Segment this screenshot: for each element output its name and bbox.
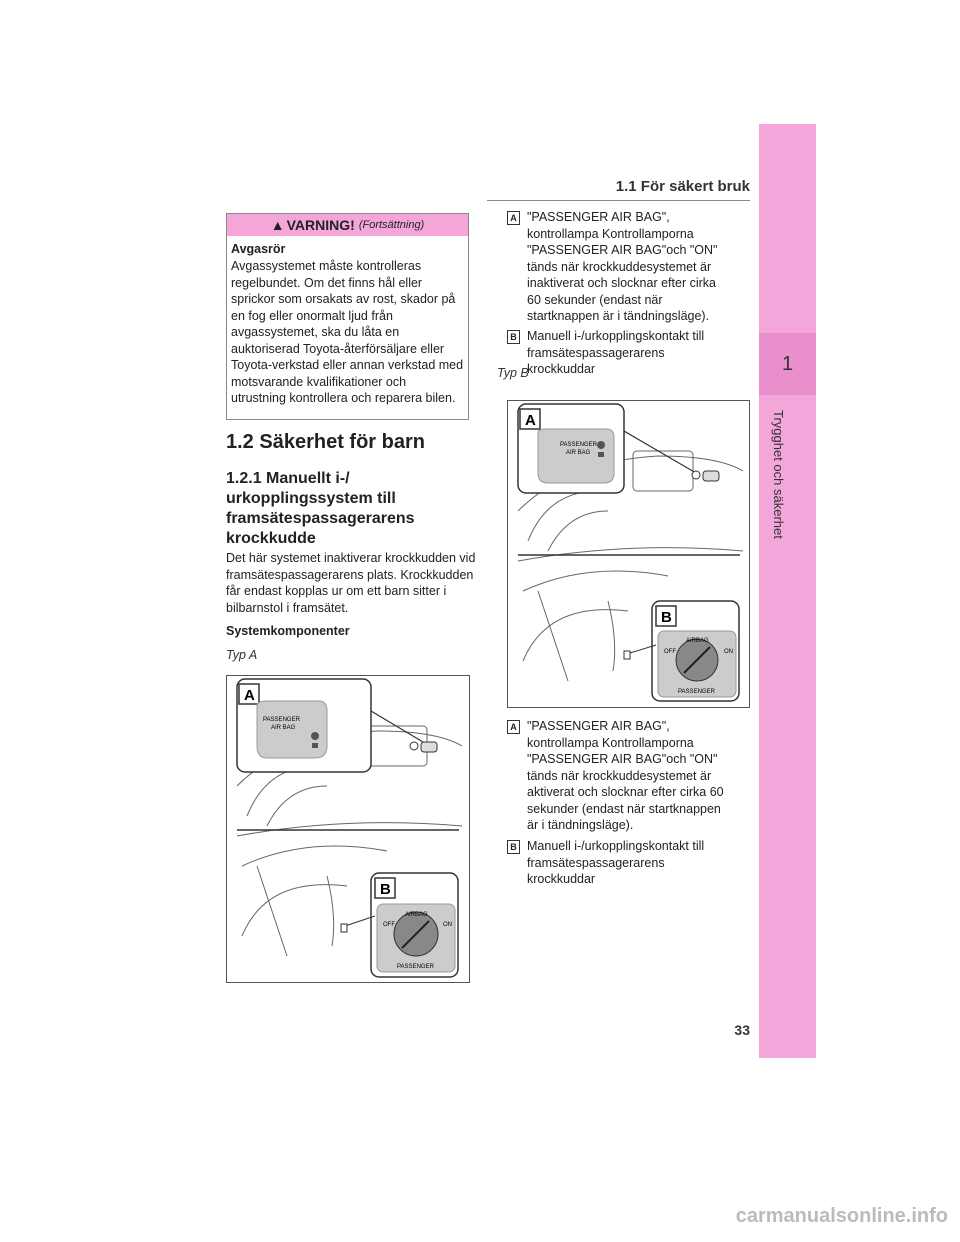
item-key: A (507, 211, 520, 225)
type-b-label: Typ B (497, 366, 529, 380)
warning-body: Avgassystemet måste kontrolleras regelbundet. Om det finns hål eller sprickor som orsakats av rost, skador på en fog eller onormalt ljud från avgassystemet, ska du låta en auktoriserad Toyota-återförsäljare eller Toyota-verkstad eller annan verkstad med motsvarande kvalifikationer och utrustning kontrollera och reparera bilen. (231, 259, 464, 405)
page-number: 33 (734, 1022, 750, 1038)
switch-on: ON (443, 922, 452, 928)
callout-a: A (525, 412, 536, 429)
lamp-line2: AIR BAG (271, 725, 296, 731)
switch-off: OFF (383, 922, 395, 928)
type-a-item-a (507, 209, 732, 325)
warning-label: VARNING! (286, 217, 355, 233)
lamp-line1: PASSENGER (560, 442, 597, 448)
dashboard-illustration-a (227, 676, 469, 982)
item-key: B (507, 840, 520, 854)
chapter-side-tab (759, 124, 816, 1058)
item-text: Manuell i-/urkopplingskontakt till framsätespassagerarens krockkuddar (527, 329, 705, 376)
switch-off: OFF (664, 649, 676, 655)
item-text: "PASSENGER AIR BAG", kontrollampa Kontrollamporna "PASSENGER AIR BAG"och "ON" tänds när krockkuddesystemet är aktiverat och slocknar efter cirka 60 sekunder (endast när startknappen är i tändningsläge). (527, 719, 724, 832)
switch-passenger: PASSENGER (397, 964, 434, 970)
type-a-item-b (507, 328, 732, 378)
chapter-title-vertical: Trygghet och säkerhet (771, 410, 786, 539)
item-key: B (507, 330, 520, 344)
warning-triangle-icon: ▲ (270, 217, 285, 233)
components-heading: Systemkomponenter (226, 624, 350, 638)
switch-airbag: AIRBAG (686, 638, 709, 644)
lamp-line2: AIR BAG (566, 450, 591, 456)
airbag-off-icon (311, 732, 319, 740)
item-text: "PASSENGER AIR BAG", kontrollampa Kontrollamporna "PASSENGER AIR BAG"och "ON" tänds när krockkuddesystemet är inaktiverat och slocknar efter cirka 60 sekunder (endast när startknappen är i tändningsläge). (527, 210, 718, 323)
callout-b: B (380, 881, 391, 898)
item-key: A (507, 720, 520, 734)
item-text: Manuell i-/urkopplingskontakt till framsätespassagerarens krockkuddar (527, 839, 705, 886)
warning-header (227, 214, 468, 236)
header-rule (487, 200, 750, 201)
type-b-item-a (507, 718, 732, 834)
lamp-line1: PASSENGER (263, 717, 300, 723)
airbag-off-icon (597, 441, 605, 449)
warning-title: Avgasrör (231, 242, 286, 256)
section-header: 1.1 För säkert bruk (615, 178, 750, 195)
callout-a: A (244, 687, 255, 704)
section-title: 1.2 Säkerhet för barn (226, 431, 425, 453)
intro-paragraph: Det här systemet inaktiverar krockkudden vid framsätespassagerarens plats. Krockkudden får endast kopplas ur om ett barn sitter i bilbarnstol i framsätet. (226, 551, 476, 615)
watermark: carmanualsonline.info (735, 1205, 948, 1227)
chapter-number: 1 (759, 333, 816, 395)
illustration-type-b (507, 400, 750, 708)
warning-sub: (Fortsättning) (358, 219, 425, 231)
type-b-item-b (507, 838, 732, 888)
switch-on: ON (724, 649, 733, 655)
warning-box (226, 213, 469, 420)
callout-b: B (661, 609, 672, 626)
dashboard-illustration-b (508, 401, 749, 707)
subsection-title: 1.2.1 Manuellt i-/ urkopplingssystem till framsätespassagerarens krockkudde (226, 470, 415, 547)
illustration-type-a (226, 675, 470, 983)
type-a-label: Typ A (226, 648, 258, 662)
switch-airbag: AIRBAG (405, 912, 428, 918)
switch-passenger: PASSENGER (678, 689, 715, 695)
